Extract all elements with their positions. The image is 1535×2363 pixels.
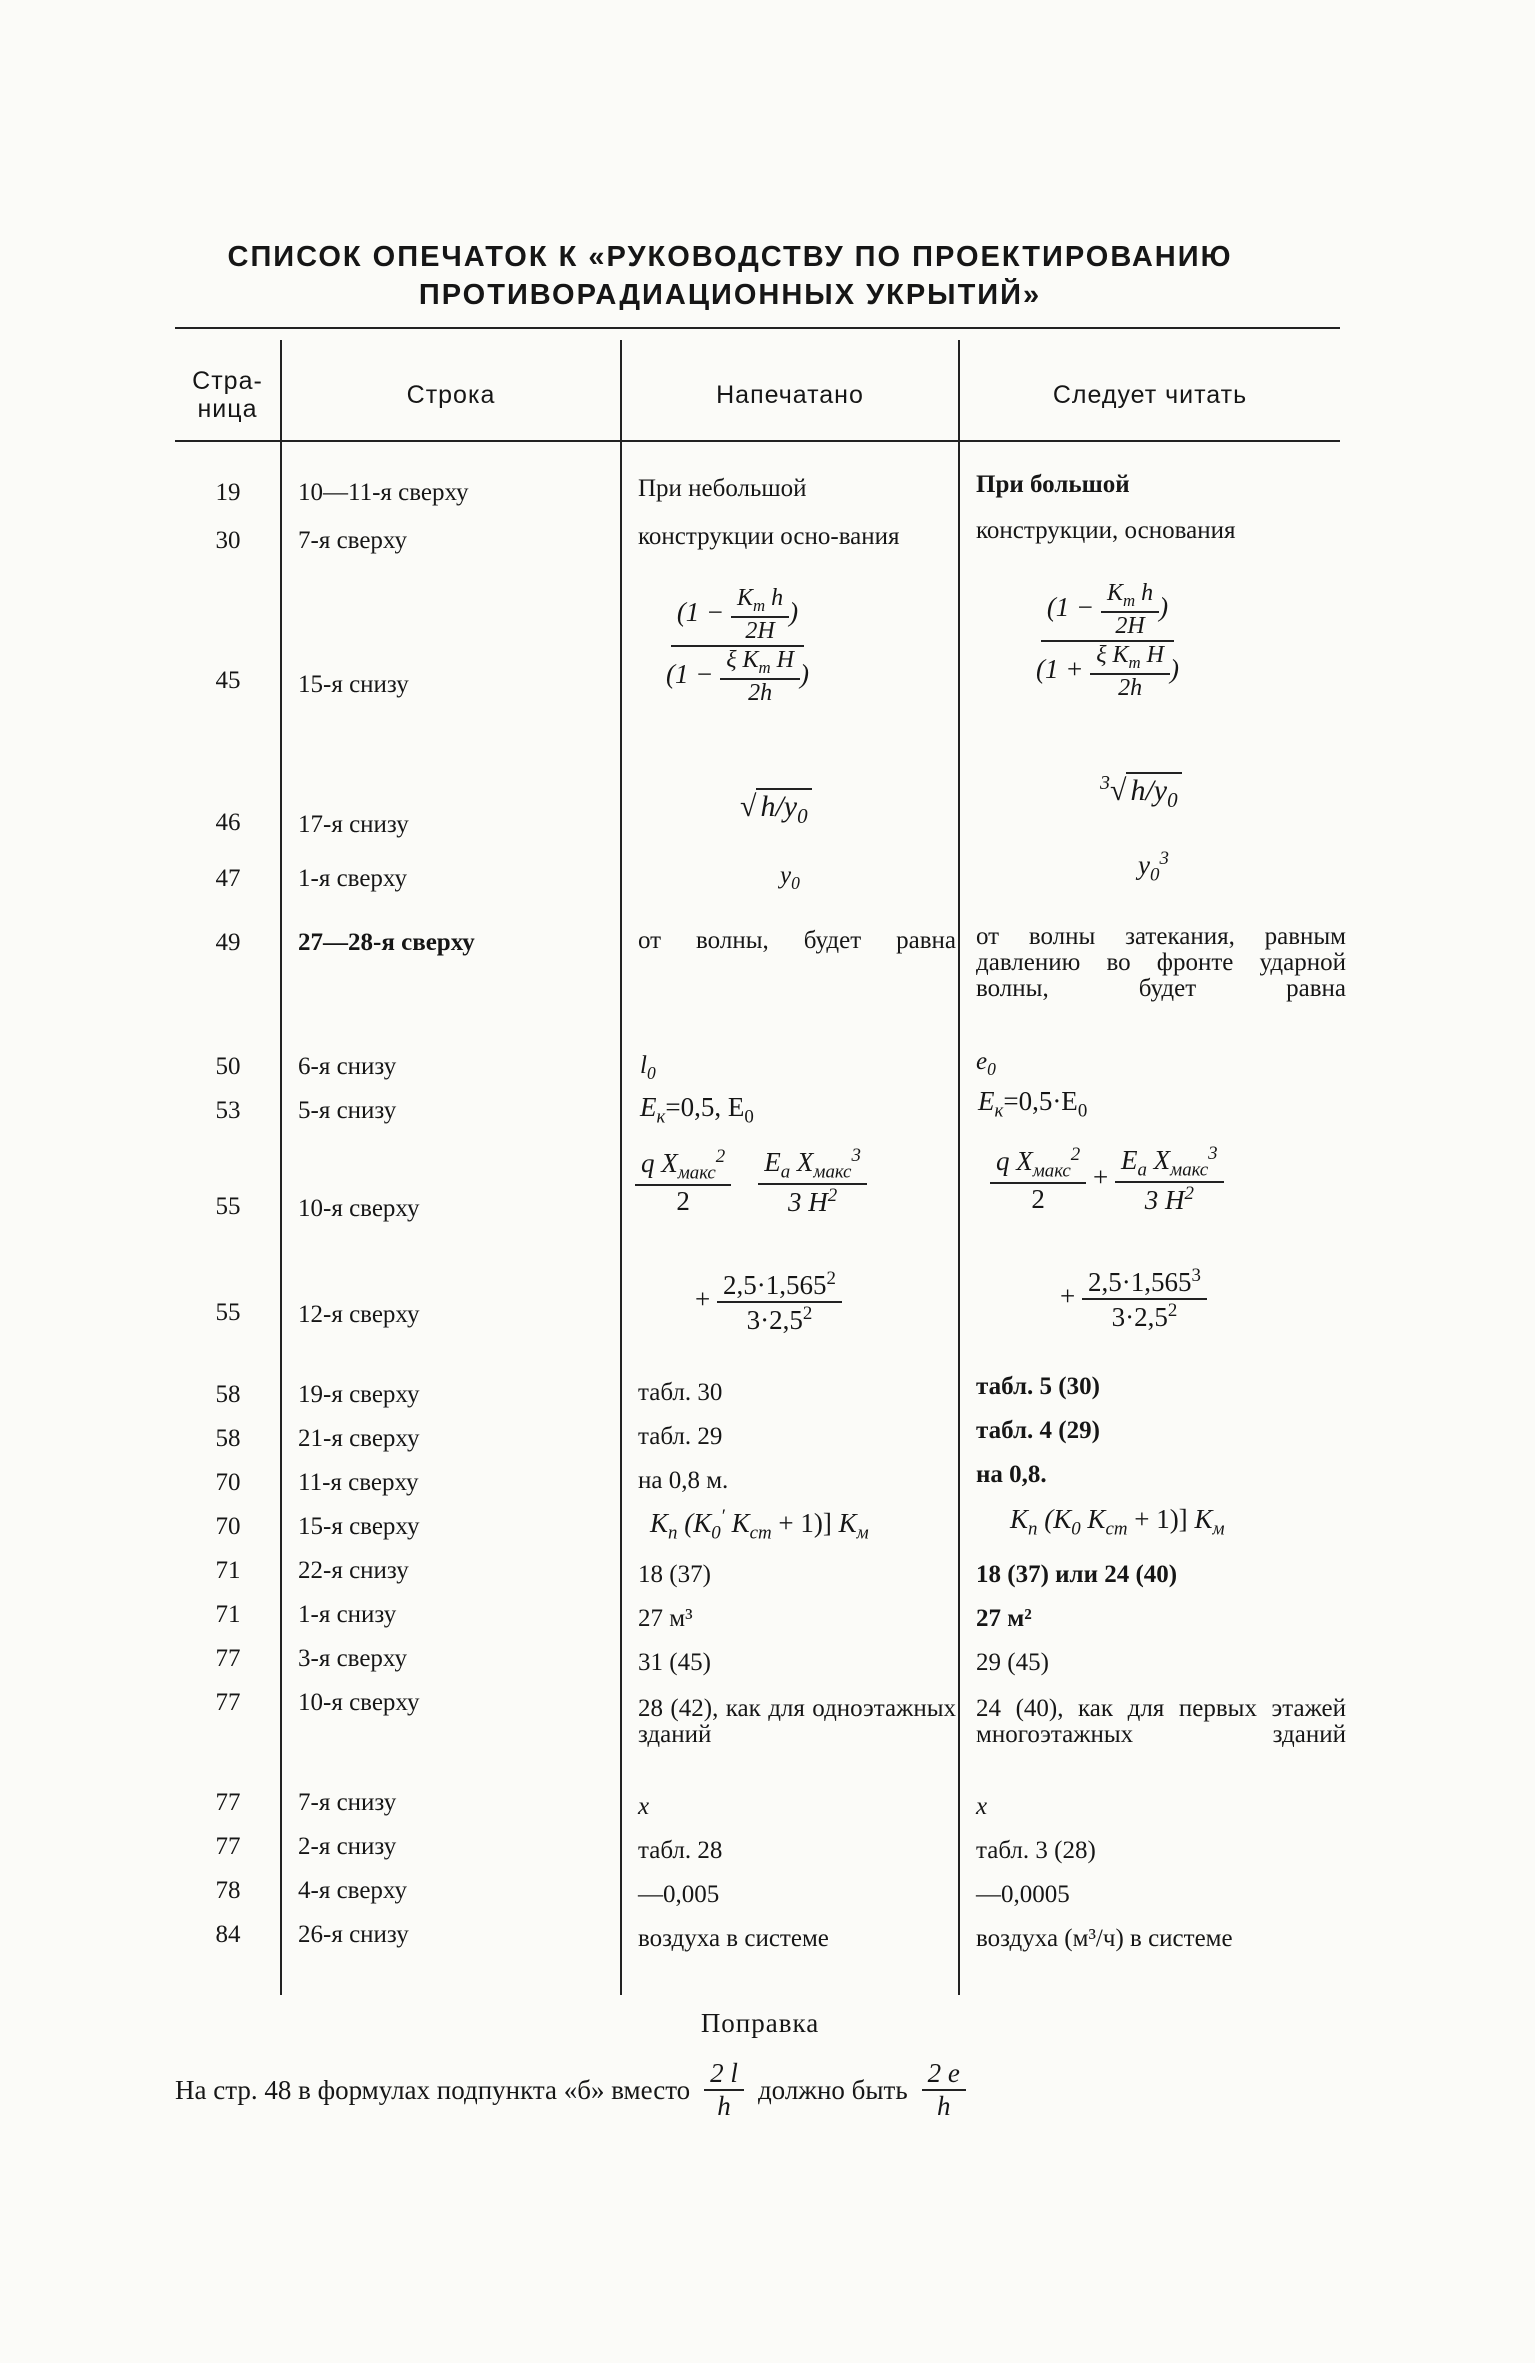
row-page: 53 — [215, 1097, 241, 1124]
row-correct: от волны затекания, равным давлению во фронте ударной волны, будет равна — [976, 923, 1346, 1002]
title-line-1: СПИСОК ОПЕЧАТОК К «РУКОВОДСТВУ ПО ПРОЕКТИРОВАНИЮ — [227, 241, 1233, 273]
row-correct-formula: $^3$√ $h/y_0$ — [1100, 772, 1182, 813]
row-line: 7-я снизу — [298, 1789, 397, 1816]
amendment-text-middle: должно быть — [757, 2074, 908, 2105]
row-printed: табл. 29 — [638, 1423, 723, 1450]
amendment-wrong-den: h — [717, 2091, 731, 2121]
row-line: 2-я снизу — [298, 1833, 397, 1860]
row-printed-formula: $E_к=0,5$, $E_0$ — [640, 1092, 754, 1128]
row-line: 19-я сверху — [298, 1381, 420, 1408]
row-correct: 24 (40), как для первых этажей многоэтажных зданий — [976, 1695, 1346, 1748]
row-correct: 27 м² — [976, 1605, 1032, 1632]
row-page: 55 — [215, 1193, 241, 1220]
header-line: Строка — [406, 381, 496, 409]
row-correct-formula: $y_0^3$ — [1138, 848, 1169, 886]
row-correct-formula: + $\frac{2,5\cdot 1,565^3}{3\cdot 2,5^2}$ — [1060, 1265, 1207, 1333]
document-title — [180, 238, 1280, 314]
header-page: Стра- ница — [192, 367, 263, 423]
row-correct-formula: $K_п$ ($K_0$ $K_{ст} + 1$)] $K_м$ — [1010, 1504, 1225, 1540]
table-divider-3 — [958, 340, 960, 1995]
row-page: 78 — [215, 1877, 241, 1904]
row-correct: конструкции, основания — [976, 517, 1236, 544]
row-line: 22-я снизу — [298, 1557, 409, 1584]
amendment-text — [175, 2058, 966, 2122]
row-page: 77 — [215, 1789, 241, 1816]
table-divider-2 — [620, 340, 622, 1995]
row-line: 5-я снизу — [298, 1097, 397, 1124]
amendment-title: Поправка — [700, 2008, 820, 2038]
row-correct-formula: $\frac{q X_{макс}^2}{2}$ + $\frac{E_а X_{макс}^3}{3 H^2}$ — [990, 1143, 1224, 1216]
row-correct: При большой — [976, 471, 1130, 498]
row-line: 7-я сверху — [298, 527, 407, 554]
row-printed-formula: $\frac{q X_{макс}^2}{2}$ $\frac{E_а X_{макс}^3}{3 H^2}$ — [635, 1145, 867, 1218]
amendment-wrong-num: 2 l — [704, 2058, 744, 2091]
row-printed: —0,005 — [638, 1881, 720, 1908]
row-line: 15-я сверху — [298, 1513, 420, 1540]
row-printed: x — [638, 1793, 650, 1820]
row-page: 49 — [215, 929, 241, 956]
table-top-rule — [175, 327, 1340, 329]
row-line: 10-я сверху — [298, 1195, 420, 1222]
row-correct: табл. 3 (28) — [976, 1837, 1096, 1864]
row-printed-formula: $l_0$ — [640, 1052, 656, 1083]
row-correct-formula: (1 − $\frac{K_т h}{2H}$ ) (1 + $\frac{\xi K_т H}{2h}$ ) — [1036, 580, 1179, 701]
row-page: 19 — [215, 479, 241, 506]
row-line: 12-я сверху — [298, 1301, 420, 1328]
row-printed-formula: (1 − $\frac{K_т h}{2H}$ ) (1 − $\frac{\xi K_т H}{2h}$ ) — [666, 585, 809, 706]
header-correct: Следует читать — [1052, 381, 1248, 409]
header-printed: Напечатано — [716, 381, 864, 409]
row-page: 47 — [215, 865, 241, 892]
row-printed: 18 (37) — [638, 1561, 711, 1588]
amendment-right-fraction — [922, 2058, 966, 2122]
row-page: 46 — [215, 809, 241, 836]
row-printed: 27 м³ — [638, 1605, 693, 1632]
row-printed: При небольшой — [638, 475, 807, 502]
row-printed: от волны, будет равна — [638, 927, 956, 954]
row-correct: табл. 4 (29) — [976, 1417, 1100, 1444]
row-printed-formula: + $\frac{2,5\cdot 1,565^2}{3\cdot 2,5^2}$ — [695, 1268, 842, 1336]
row-page: 45 — [215, 667, 241, 694]
row-printed-formula: √ $h/y_0$ — [740, 790, 812, 829]
amendment-right-num: 2 e — [922, 2058, 966, 2091]
row-line: 11-я сверху — [298, 1469, 419, 1496]
row-page: 77 — [215, 1689, 241, 1716]
title-line-2: ПРОТИВОРАДИАЦИОННЫХ УКРЫТИЙ» — [418, 279, 1042, 311]
row-page: 77 — [215, 1833, 241, 1860]
row-correct-formula: $E_к=0,5\cdot E_0$ — [978, 1086, 1088, 1122]
row-page: 58 — [215, 1381, 241, 1408]
amendment-right-den: h — [937, 2091, 951, 2121]
row-printed: конструкции осно-вания — [638, 523, 900, 550]
row-printed: табл. 28 — [638, 1837, 723, 1864]
row-printed-formula: $K_п$ ($K_0'$ $K_{ст} + 1$)] $K_м$ — [650, 1506, 869, 1544]
row-correct-formula: $e_0$ — [976, 1048, 996, 1079]
row-printed: 31 (45) — [638, 1649, 711, 1676]
row-page: 77 — [215, 1645, 241, 1672]
row-page: 71 — [215, 1601, 241, 1628]
row-correct: табл. 5 (30) — [976, 1373, 1100, 1400]
row-printed: на 0,8 м. — [638, 1467, 729, 1494]
row-line: 3-я сверху — [298, 1645, 407, 1672]
row-printed: табл. 30 — [638, 1379, 723, 1406]
row-line: 10—11-я сверху — [298, 479, 469, 506]
row-line: 1-я сверху — [298, 865, 407, 892]
row-correct: —0,0005 — [976, 1881, 1070, 1908]
row-line: 26-я снизу — [298, 1921, 409, 1948]
row-page: 70 — [215, 1469, 241, 1496]
amendment-text-before: На стр. 48 в формулах подпункта «б» вместо — [175, 2074, 691, 2105]
row-correct: 29 (45) — [976, 1649, 1049, 1676]
row-correct: на 0,8. — [976, 1461, 1047, 1488]
row-line: 10-я сверху — [298, 1689, 420, 1716]
row-page: 30 — [215, 527, 241, 554]
row-page: 84 — [215, 1921, 241, 1948]
row-line: 6-я снизу — [298, 1053, 397, 1080]
row-correct: воздуха (м³/ч) в системе — [976, 1925, 1233, 1952]
row-line: 1-я снизу — [298, 1601, 397, 1628]
row-page: 50 — [215, 1053, 241, 1080]
row-page: 71 — [215, 1557, 241, 1584]
row-line: 21-я сверху — [298, 1425, 420, 1452]
row-page: 58 — [215, 1425, 241, 1452]
row-printed: воздуха в системе — [638, 1925, 829, 1952]
row-line: 17-я снизу — [298, 811, 409, 838]
amendment-wrong-fraction — [704, 2058, 744, 2122]
row-line: 15-я снизу — [298, 671, 409, 698]
row-correct: 18 (37) или 24 (40) — [976, 1561, 1178, 1588]
table-divider-1 — [280, 340, 282, 1995]
row-line: 4-я сверху — [298, 1877, 407, 1904]
row-page: 70 — [215, 1513, 241, 1540]
row-page: 55 — [215, 1299, 241, 1326]
row-printed-formula: $y_0$ — [780, 862, 800, 893]
row-line: 27—28-я сверху — [298, 929, 475, 956]
row-correct: x — [976, 1793, 988, 1820]
row-printed: 28 (42), как для одноэтажных зданий — [638, 1695, 956, 1748]
